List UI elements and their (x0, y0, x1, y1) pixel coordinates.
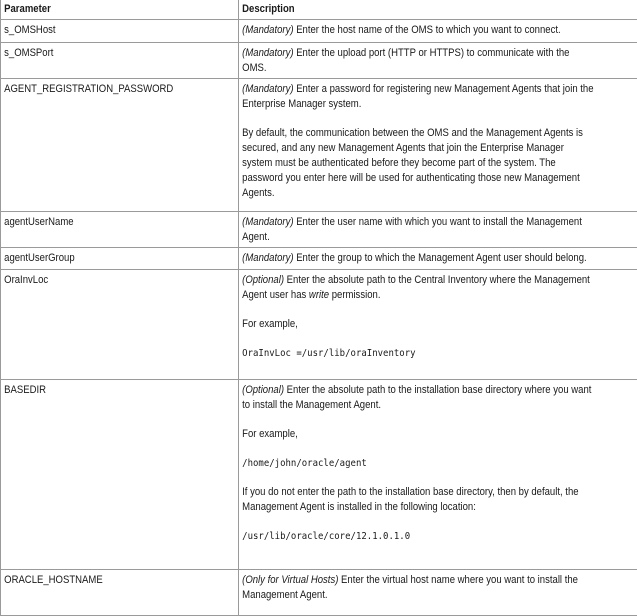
table-row (1, 79, 637, 212)
table-row (1, 20, 637, 43)
example-label: For example, (242, 427, 595, 442)
requirement-tag: (Mandatory) (242, 216, 293, 228)
description-column-header: Description (239, 0, 598, 20)
parameter-name: agentUserName (1, 212, 215, 248)
crop-edge (568, 545, 637, 560)
parameter-name: BASEDIR (1, 380, 215, 570)
parameter-name: s_OMSPort (1, 43, 215, 79)
requirement-tag: (Mandatory) (242, 252, 293, 264)
parameter-name: s_OMSHost (1, 20, 215, 43)
description-paragraph: If you do not enter the path to the installation base directory, then by default, the Management Agent is installed in the following location: (242, 485, 595, 515)
table-row (1, 270, 637, 380)
table-row (1, 212, 637, 248)
code-example: OraInvLoc =/usr/lib/oraInventory (242, 346, 595, 361)
parameter-name: OraInvLoc (1, 270, 215, 380)
header-row (1, 0, 637, 20)
example-label: For example, (242, 317, 595, 332)
parameter-name: ORACLE_HOSTNAME (1, 570, 215, 616)
parameter-description: (Mandatory) Enter the upload port (HTTP or HTTPS) to communicate with the OMS. (239, 43, 598, 79)
parameter-description: (Only for Virtual Hosts) Enter the virtual host name where you want to install the Management Agent. (239, 570, 598, 616)
code-example: /usr/lib/oracle/core/12.1.0.1.0 (242, 529, 595, 544)
table-row (1, 380, 637, 570)
table-row (1, 248, 637, 270)
parameter-name: agentUserGroup (1, 248, 215, 270)
parameter-description: (Mandatory) Enter the host name of the OMS to which you want to connect. (239, 20, 598, 43)
parameter-column-header: Parameter (1, 0, 215, 20)
parameter-description: (Mandatory) Enter a password for registering new Management Agents that join the Enterprise Manager system. By default, the communication between the OMS and the Management Agents is secured, and any new Management Agents that join the Enterprise Manager system must be authenticated before they become part of the system. The password you enter here will be used for authenticating those new Management Agents. (239, 79, 598, 212)
description-paragraph: By default, the communication between the OMS and the Management Agents is secured, and any new Management Agents that join the Enterprise Manager system must be authenticated before they become part of the system. The password you enter here will be used for authenticating those new Management Agents. (242, 126, 595, 201)
table-row (1, 43, 637, 79)
parameter-description: (Optional) Enter the absolute path to the installation base directory where you want to install the Management Agent. For example, /home/john/oracle/agent If you do not enter the path to the installation base directory, then by default, the Management Agent is installed in the following location: /usr/lib/oracle/core/12.1.0.1.0 (239, 380, 598, 570)
requirement-tag: (Mandatory) (242, 83, 293, 95)
table-row (1, 570, 637, 616)
parameter-description: (Mandatory) Enter the user name with which you want to install the Management Agent. (239, 212, 598, 248)
requirement-tag: (Optional) (242, 384, 284, 396)
requirement-tag: (Optional) (242, 274, 284, 286)
parameter-description: (Optional) Enter the absolute path to the Central Inventory where the Management Agent user has write permission. For example, OraInvLoc =/usr/lib/oraInventory (239, 270, 598, 380)
requirement-tag: (Mandatory) (242, 24, 293, 36)
requirement-tag: (Only for Virtual Hosts) (242, 574, 338, 586)
parameter-name: AGENT_REGISTRATION_PASSWORD (1, 79, 215, 212)
requirement-tag: (Mandatory) (242, 47, 293, 59)
code-example: /home/john/oracle/agent (242, 456, 595, 471)
parameter-description: (Mandatory) Enter the group to which the Management Agent user should belong. (239, 248, 598, 270)
